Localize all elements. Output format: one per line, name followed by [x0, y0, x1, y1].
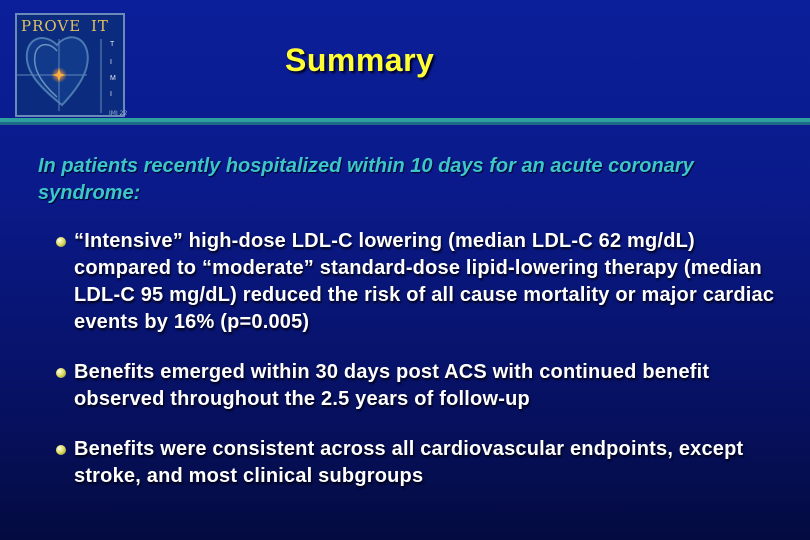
logo-letter: I: [110, 59, 112, 66]
title-divider-shadow: [0, 122, 810, 125]
list-item: [52, 359, 792, 413]
prove-it-logo: [15, 13, 128, 117]
bullet-text: “Intensive” high-dose LDL-C lowering (median LDL-C 62 mg/dL) compared to “moderate” standard-dose lipid-lowering therapy (median LDL-C 95 mg/dL) reduced the risk of all cause mortality or major cardiac events by 16% (p=0.005): [74, 230, 775, 333]
logo-wordmark: PROVE IT: [21, 17, 109, 35]
bullet-icon: [56, 368, 66, 378]
intro-text: In patients recently hospitalized within 10 days for an acute coronary syndrome:: [38, 155, 694, 204]
list-item: [52, 228, 792, 336]
svg-text:IMI 22: IMI 22: [109, 110, 128, 117]
bullet-icon: [56, 237, 66, 247]
bullet-text: Benefits were consistent across all cardiovascular endpoints, except stroke, and most clinical subgroups: [74, 438, 744, 487]
bullet-list: [52, 228, 792, 490]
logo-letter: M: [110, 75, 116, 82]
logo-letter: I: [110, 91, 112, 98]
bullet-icon: [56, 445, 66, 455]
slide-title: Summary: [285, 42, 435, 78]
logo-letter: T: [110, 41, 115, 48]
list-item: [52, 436, 792, 490]
bullet-text: Benefits emerged within 30 days post ACS with continued benefit observed throughout the 2.5 years of follow-up: [74, 361, 710, 410]
